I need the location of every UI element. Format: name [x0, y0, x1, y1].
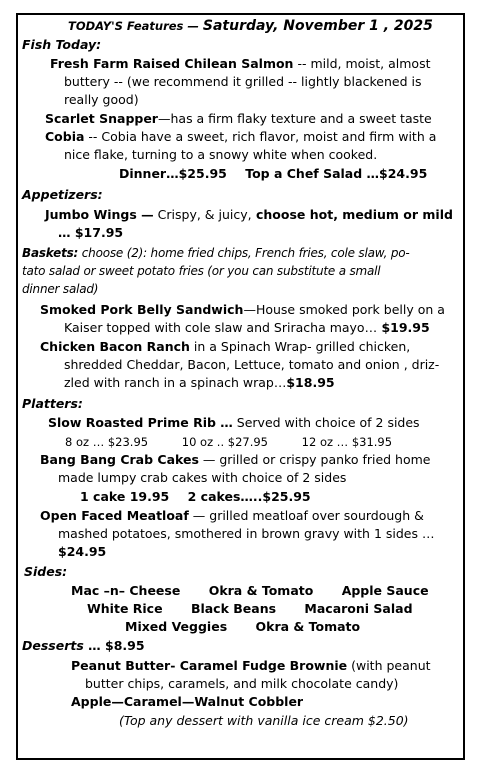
platters-heading: Platters: [22, 396, 83, 411]
crab-desc-1: — grilled or crispy panko fried home [198, 452, 431, 467]
snapper-name: Scarlet Snapper [45, 111, 158, 126]
crab-name: Bang Bang Crab Cakes [40, 452, 199, 467]
pork-desc-1: —House smoked pork belly on a [243, 302, 445, 317]
pork-line-1 [40, 301, 445, 319]
rib-line [48, 414, 420, 432]
wings-choice: choose hot, medium or mild [251, 207, 453, 222]
rib-name: Slow Roasted Prime Rib [48, 415, 216, 430]
pork-desc-2: Kaiser topped with cole slaw and Sriracha mayo… [64, 320, 378, 335]
sides-row-2 [87, 600, 413, 618]
baskets-heading: Baskets: [22, 246, 79, 260]
meatloaf-desc-2: mashed potatoes, smothered in brown gravy with 1 sides … [58, 526, 435, 541]
sides-row-1 [71, 582, 429, 600]
salmon-desc-3: really good) [64, 92, 139, 107]
crab-1-cake: 1 cake 19.95 [80, 489, 170, 504]
side-item: Black Beans [190, 601, 277, 616]
wings-price: … $17.95 [58, 225, 124, 240]
baskets-desc-2: tato salad or sweet potato fries (or you can substitute a small [22, 264, 381, 278]
salmon-desc-2: buttery -- (we recommend it grilled -- lightly blackened is [64, 74, 422, 89]
appetizers-heading: Appetizers: [22, 187, 103, 202]
crab-2-cakes: 2 cakes…..$25.95 [187, 489, 311, 504]
salmon-line-1 [50, 55, 430, 73]
cobia-desc-2: nice flake, turning to a snowy white when cooked. [64, 147, 378, 162]
menu-header [68, 17, 433, 35]
chicken-name: Chicken Bacon Ranch [40, 339, 190, 354]
header-label: TODAY'S Features — [68, 19, 199, 33]
pork-line-2 [64, 319, 430, 337]
crab-desc-2: made lumpy crab cakes with choice of 2 sides [58, 470, 347, 485]
baskets-line-1 [22, 244, 410, 262]
brownie-line-1 [71, 657, 431, 675]
meatloaf-name: Open Faced Meatloaf [40, 508, 189, 523]
desserts-heading: Desserts [22, 638, 84, 653]
chicken-desc-1: in a Spinach Wrap- grilled chicken, [189, 339, 411, 354]
pork-name: Smoked Pork Belly Sandwich [40, 302, 244, 317]
sides-heading: Sides: [24, 564, 68, 579]
baskets-desc-3: dinner salad) [22, 282, 99, 296]
side-item: Mac –n– Cheese [71, 583, 181, 598]
cobia-desc-1: -- Cobia have a sweet, rich flavor, moist and firm with a [84, 129, 437, 144]
side-item: White Rice [87, 601, 163, 616]
header-date: Saturday, November 1 , 2025 [202, 18, 433, 34]
wings-line [45, 206, 453, 224]
cobbler-name: Apple—Caramel—Walnut Cobbler [71, 694, 304, 709]
snapper-desc: —has a firm flaky texture and a sweet taste [157, 111, 432, 126]
wings-name: Jumbo Wings — [45, 207, 154, 222]
meatloaf-desc-1: — grilled meatloaf over sourdough & [188, 508, 424, 523]
crab-line-1 [40, 451, 431, 469]
dinner-price: Dinner…$25.95 [119, 166, 227, 181]
rib-8oz: 8 oz … $23.95 [65, 435, 149, 449]
rib-sizes [65, 433, 392, 451]
chicken-price: $18.95 [286, 375, 335, 390]
side-item: Okra & Tomato [208, 583, 314, 598]
meatloaf-price: $24.95 [58, 544, 107, 559]
side-item: Okra & Tomato [255, 619, 361, 634]
chicken-desc-3: zled with ranch in a spinach wrap… [64, 375, 287, 390]
side-item: Apple Sauce [341, 583, 429, 598]
chef-salad-price: Top a Chef Salad …$24.95 [245, 166, 428, 181]
side-item: Mixed Veggies [125, 619, 228, 634]
ice-cream-note: (Top any dessert with vanilla ice cream $2.50) [119, 713, 409, 728]
meatloaf-line-1 [40, 507, 424, 525]
sides-row-3 [125, 618, 360, 636]
chicken-line-3 [64, 374, 335, 392]
brownie-name: Peanut Butter- Caramel Fudge Brownie [71, 658, 348, 673]
fish-prices [119, 165, 427, 183]
rib-10oz: 10 oz .. $27.95 [181, 435, 268, 449]
desserts-price: … $8.95 [83, 638, 145, 653]
rib-dots: … [215, 415, 233, 430]
side-item: Macaroni Salad [304, 601, 413, 616]
cobia-name: Cobia [45, 129, 85, 144]
brownie-desc-2: butter chips, caramels, and milk chocolate candy) [85, 676, 399, 691]
menu-card [16, 13, 465, 760]
crab-prices [80, 488, 311, 506]
salmon-desc-1: -- mild, moist, almost [297, 56, 431, 71]
desserts-line [22, 637, 145, 655]
wings-desc: Crispy, & juicy, [153, 207, 252, 222]
rib-desc: Served with choice of 2 sides [232, 415, 420, 430]
cobia-line-1 [45, 128, 436, 146]
salmon-name: Fresh Farm Raised Chilean Salmon [50, 56, 294, 71]
brownie-desc-1: (with peanut [347, 658, 431, 673]
baskets-desc-1: choose (2): home fried chips, French fries, cole slaw, po- [78, 246, 410, 260]
pork-price: $19.95 [377, 320, 430, 335]
chicken-line-1 [40, 338, 410, 356]
fish-heading: Fish Today: [22, 37, 102, 52]
rib-12oz: 12 oz … $31.95 [301, 435, 393, 449]
snapper-line [45, 110, 432, 128]
chicken-desc-2: shredded Cheddar, Bacon, Lettuce, tomato and onion , driz- [64, 357, 440, 372]
